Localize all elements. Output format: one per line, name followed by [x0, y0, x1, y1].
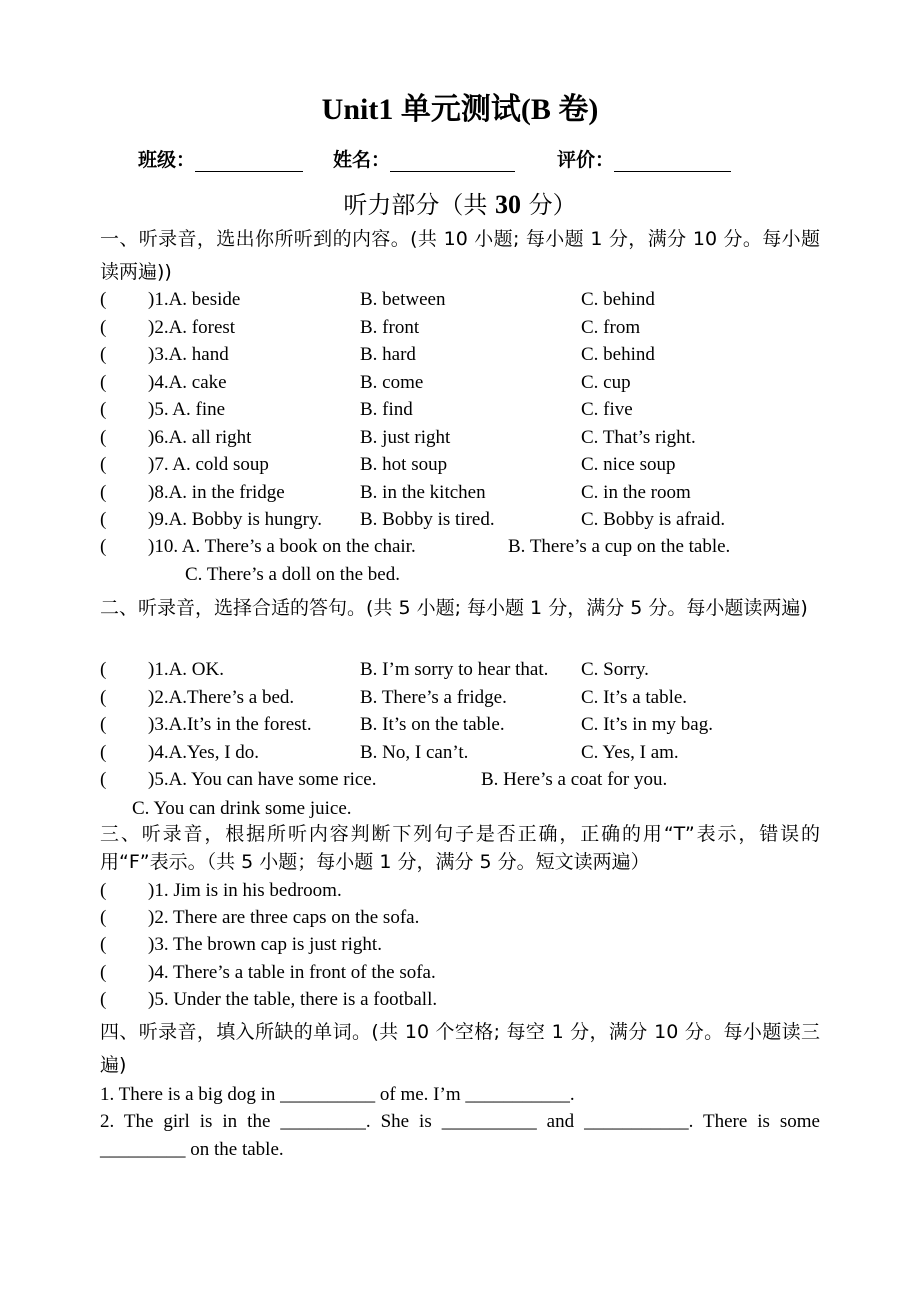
option-a: )6.A. all right — [148, 426, 252, 448]
option-a: )4.A.Yes, I do. — [148, 741, 260, 763]
option-a: )1.A. OK. — [148, 659, 224, 680]
answer-bracket[interactable]: ( — [100, 907, 107, 929]
option-a: )8.A. in the fridge — [148, 481, 285, 503]
subtitle-points: 30 — [495, 190, 521, 219]
statement-text: )2. There are three caps on the sofa. — [148, 907, 420, 929]
option-b: B. hot soup — [360, 454, 448, 475]
statement-text: )3. The brown cap is just right. — [148, 934, 382, 956]
class-blank[interactable] — [195, 151, 303, 172]
option-c: C. nice soup — [581, 454, 676, 475]
option-c: C. That’s right. — [581, 426, 696, 448]
answer-bracket[interactable]: ( — [100, 371, 107, 393]
option-a: )1.A. beside — [148, 289, 241, 310]
part4-question-1: 1. There is a big dog in __________ of me. I’m ___________. — [100, 1084, 575, 1105]
answer-bracket[interactable]: ( — [100, 686, 107, 708]
option-a: )5. A. fine — [148, 399, 226, 420]
part3-heading: 三、听录音，根据所听内容判断下列句子是否正确，正确的用“T”表示，错误的用“F”表示。（共 5 小题；每小题 1 分，满分 5 分。短文读两遍） — [100, 823, 820, 873]
option-a: )7. A. cold soup — [148, 454, 269, 475]
option-a: )5.A. You can have some rice. — [148, 769, 377, 790]
option-c: C. Yes, I am. — [581, 741, 679, 763]
option-b: B. come — [360, 371, 424, 393]
answer-bracket[interactable]: ( — [100, 316, 107, 338]
answer-bracket[interactable]: ( — [100, 880, 107, 901]
option-a: )4.A. cake — [148, 371, 227, 393]
page-title: Unit1 单元测试(B 卷) — [321, 93, 599, 126]
part1-q10-option-c: C. There’s a doll on the bed. — [185, 564, 400, 585]
part4-heading: 四、听录音，填入所缺的单词。(共 10 个空格; 每空 1 分，满分 10 分。每小题读三遍) — [100, 1021, 820, 1076]
option-c: C. cup — [581, 371, 631, 393]
answer-bracket[interactable]: ( — [100, 344, 107, 365]
option-a: )9.A. Bobby is hungry. — [148, 509, 322, 530]
answer-bracket[interactable]: ( — [100, 769, 107, 790]
statement-text: )1. Jim is in his bedroom. — [148, 880, 342, 901]
option-b: B. between — [360, 289, 446, 310]
answer-bracket[interactable]: ( — [100, 961, 107, 983]
statement-text: )4. There’s a table in front of the sofa. — [148, 961, 436, 983]
answer-bracket[interactable]: ( — [100, 509, 107, 530]
answer-bracket[interactable]: ( — [100, 426, 107, 448]
option-b: B. just right — [360, 426, 451, 448]
part2-heading: 二、听录音，选择合适的答句。(共 5 小题; 每小题 1 分，满分 5 分。每小题读两遍) — [100, 597, 808, 619]
answer-bracket[interactable]: ( — [100, 934, 107, 956]
option-a: )2.A.There’s a bed. — [148, 686, 295, 708]
answer-bracket[interactable]: ( — [100, 481, 107, 503]
option-a: )3.A.It’s in the forest. — [148, 714, 312, 735]
answer-bracket[interactable]: ( — [100, 536, 107, 557]
option-c: C. behind — [581, 289, 655, 310]
option-c: C. behind — [581, 344, 655, 365]
statement-text: )5. Under the table, there is a football. — [148, 988, 438, 1010]
option-b: B. Bobby is tired. — [360, 509, 495, 530]
answer-bracket[interactable]: ( — [100, 289, 107, 310]
option-b: B. hard — [360, 344, 416, 365]
answer-bracket[interactable]: ( — [100, 399, 107, 420]
option-a: )10. A. There’s a book on the chair. — [148, 536, 416, 557]
name-blank[interactable] — [390, 151, 515, 172]
answer-bracket[interactable]: ( — [100, 988, 107, 1010]
option-b: B. It’s on the table. — [360, 714, 505, 735]
option-c: C. Sorry. — [581, 659, 649, 680]
option-b: B. find — [360, 399, 413, 420]
option-b: B. I’m sorry to hear that. — [360, 659, 549, 680]
option-c: C. It’s in my bag. — [581, 714, 713, 735]
subtitle-pre: 听力部分（共 — [343, 191, 495, 219]
option-c: C. Bobby is afraid. — [581, 509, 726, 530]
option-c: C. from — [581, 316, 641, 338]
option-b: B. Here’s a coat for you. — [481, 769, 668, 790]
option-a: )3.A. hand — [148, 344, 229, 365]
grade-blank[interactable] — [614, 151, 731, 172]
part2-q5-option-c: C. You can drink some juice. — [132, 798, 352, 819]
part1-heading: 一、听录音，选出你所听到的内容。(共 10 小题; 每小题 1 分，满分 10 分。每小题读两遍)) — [100, 228, 820, 283]
option-c: C. five — [581, 399, 633, 420]
grade-label: 评价： — [557, 149, 615, 171]
subtitle-post: 分） — [521, 191, 577, 219]
section-subtitle — [0, 185, 920, 220]
option-b: B. There’s a fridge. — [360, 686, 507, 708]
option-b: B. in the kitchen — [360, 481, 486, 503]
name-label: 姓名： — [333, 149, 391, 171]
part4-question-2: 2. The girl is in the _________. She is __________ and ___________. There is some _________ on the table. — [100, 1111, 820, 1160]
answer-bracket[interactable]: ( — [100, 741, 107, 763]
option-c: C. in the room — [581, 481, 691, 503]
option-b: B. front — [360, 316, 420, 338]
answer-bracket[interactable]: ( — [100, 454, 107, 475]
option-c: C. It’s a table. — [581, 686, 688, 708]
option-b: B. No, I can’t. — [360, 741, 469, 763]
answer-bracket[interactable]: ( — [100, 659, 107, 680]
answer-bracket[interactable]: ( — [100, 714, 107, 735]
class-label: 班级： — [138, 149, 196, 171]
option-b: B. There’s a cup on the table. — [508, 536, 731, 557]
option-a: )2.A. forest — [148, 316, 236, 338]
